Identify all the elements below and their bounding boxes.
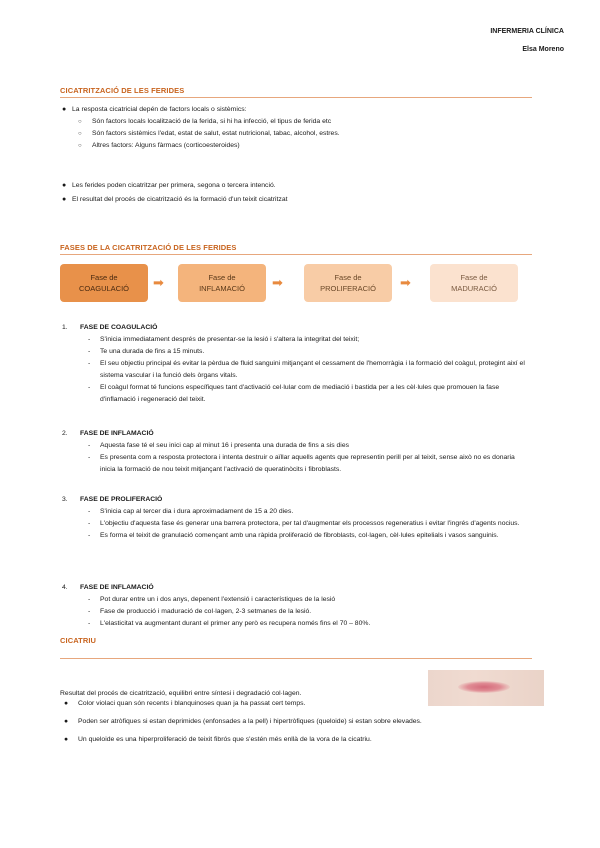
list-subitem [60,116,540,128]
section-rule [60,97,532,98]
arrow-right-icon: ➡ [400,275,411,290]
list-item [60,358,540,382]
list-item [60,440,540,452]
list-item-text: Les ferides poden cicatritzar per primera, segona o tercera intenció. [72,182,276,189]
phase-1-block [60,322,540,406]
list-item [60,346,540,358]
phase-heading-text: FASE DE PROLIFERACIÓ [80,496,163,503]
list-item-text: El resultat del procés de cicatrització és la formació d'un teixit cicatritzat [72,196,288,203]
phase-2-block [60,428,540,476]
circle-bullet-icon: ○ [78,143,82,149]
list-item [60,382,540,406]
phase-number: 3. [62,496,68,503]
list-item [60,606,540,618]
section-rule [60,254,532,255]
list-item-text: Es forma el teixit de granulació començant amb una ràpida proliferació de fibroblasts, col·lagen, cèl·lules epitelials i vasos sanguinis. [100,532,499,539]
dash-bullet-icon: - [88,454,91,461]
list-item-text: Poden ser atròfiques si estan deprimides (enfonsades a la pell) i hipertròfiques (queloide) si estan sobre elevades. [78,718,422,725]
list-item [60,594,540,606]
list-item [60,452,540,476]
header-author: Elsa Moreno [522,46,564,53]
list-item-text: Fase de producció i maduració de col·lagen, 2-3 setmanes de la lesió. [100,608,312,615]
dash-bullet-icon: - [88,348,91,355]
dash-bullet-icon: - [88,608,91,615]
bullet-icon: ● [62,106,67,113]
dash-bullet-icon: - [88,508,91,515]
phase-heading-text: FASE DE INFLAMACIÓ [80,584,154,591]
list-item-text: El seu objectiu principal és evitar la pèrdua de fluid sanguini mitjançant el cessament de l'hemorràgia i la formació del coàgul, protegint així el sistema vascular i la funció dels òrgans vitals. [100,360,525,379]
dash-bullet-icon: - [88,620,91,627]
phase-heading [60,582,540,594]
dash-bullet-icon: - [88,384,91,391]
list-item [60,530,540,542]
list-item-text: Es presenta com a resposta protectora i intenta destruir o aïllar aquells agents que representin perill per al teixit, sense això no es donaria inicia la formació de nou teixit mitjançant l'activació de queratinòcits i fibroblasts. [100,454,515,473]
dash-bullet-icon: - [88,520,91,527]
list-item-text: Pot durar entre un i dos anys, depenent l'extensió i característiques de la lesió [100,596,336,603]
list-item-text: Aquesta fase té el seu inici cap al minut 16 i presenta una durada de fins a sis dies [100,442,349,449]
circle-bullet-icon: ○ [78,131,82,137]
bullet-icon: ● [64,718,69,725]
list-item [60,716,540,728]
arrow-right-icon: ➡ [272,275,283,290]
phase-heading [60,494,540,506]
section-title-fases: FASES DE LA CICATRITZACIÓ DE LES FERIDES [60,243,237,252]
phase-heading [60,322,540,334]
phase-box-coagulacio: Fase de COAGULACIÓ [60,264,148,302]
list-item [60,734,540,746]
phase-4-block [60,582,540,630]
dash-bullet-icon: - [88,442,91,449]
phase-box-maduracio: Fase de MADURACIÓ [430,264,518,302]
list-item-text: L'objectiu d'aquesta fase és generar una barrera protectora, per tal d'augmentar els processos regeneratius i evitar l'ingrés d'agents nocius. [100,520,520,527]
dash-bullet-icon: - [88,360,91,367]
section-title-cicatriu: CICATRIU [60,636,97,645]
list-item-text: La resposta cicatricial depén de factors locals o sistèmics: [72,106,247,113]
list-item [60,194,540,206]
list-item [60,618,540,630]
cicatriu-intro: Resultat del procés de cicatrització, equilibri entre síntesi i degradació col·lagen. [60,690,302,697]
cicatriu-list [60,698,540,750]
list-item-text: Te una durada de fins a 15 minuts. [100,348,205,355]
list-item [60,334,540,346]
phase-3-block [60,494,540,542]
phase-number: 1. [62,324,68,331]
bullet-icon: ● [62,182,67,189]
list-subitem [60,128,540,140]
list-subitem-text: Són factors sistèmics l'edat, estat de salut, estat nutricional, tabac, alcohol, estres. [92,130,340,137]
phase-number: 4. [62,584,68,591]
phase-heading-text: FASE DE COAGULACIÓ [80,324,158,331]
list-subitem-text: Altres factors: Alguns fàrmacs (corticoesteroides) [92,142,240,149]
list-item [60,518,540,530]
list-subitem [60,140,540,152]
cicatritzacio-list [60,104,540,206]
list-item [60,506,540,518]
list-item-text: S'inicia immediatament després de presentar-se la lesió i s'altera la integritat del teixit; [100,336,360,343]
phases-diagram [60,264,530,304]
section-title-cicatritzacio: CICATRITZACIÓ DE LES FERIDES [60,86,185,95]
bullet-icon: ● [62,196,67,203]
list-item-text: S'inicia cap al tercer dia i dura aproximadament de 15 a 20 dies. [100,508,294,515]
phase-box-proliferacio: Fase de PROLIFERACIÓ [304,264,392,302]
list-item [60,104,540,116]
phase-heading [60,428,540,440]
dash-bullet-icon: - [88,336,91,343]
list-item-text: Color violaci quan són recents i blanquinoses quan ja ha passat cert temps. [78,700,306,707]
list-item-text: L'elasticitat va augmentant durant el primer any però es recupera només fins el 70 – 80%. [100,620,371,627]
phase-number: 2. [62,430,68,437]
phase-box-inflamacio: Fase de INFLAMACIÓ [178,264,266,302]
list-item-text: El coàgul format té funcions específiques tant d'activació cel·lular com de mediació i bastida per a les cèl·lules que promouen la fase d'inflamació i regeneració del teixit. [100,384,500,403]
dash-bullet-icon: - [88,596,91,603]
arrow-right-icon: ➡ [153,275,164,290]
phase-heading-text: FASE DE INFLAMACIÓ [80,430,154,437]
header-subject: INFERMERIA CLÍNICA [490,28,564,35]
list-item [60,698,540,710]
list-subitem-text: Són factors locals localització de la ferida, si hi ha infecció, el tipus de ferida etc [92,118,332,125]
list-item-text: Un queloide es una hiperproliferació de teixit fibrós que s'estén més enllà de la vora de la cicatriu. [78,736,372,743]
bullet-icon: ● [64,700,69,707]
bullet-icon: ● [64,736,69,743]
circle-bullet-icon: ○ [78,119,82,125]
section-rule [60,658,532,659]
list-item [60,180,540,192]
dash-bullet-icon: - [88,532,91,539]
